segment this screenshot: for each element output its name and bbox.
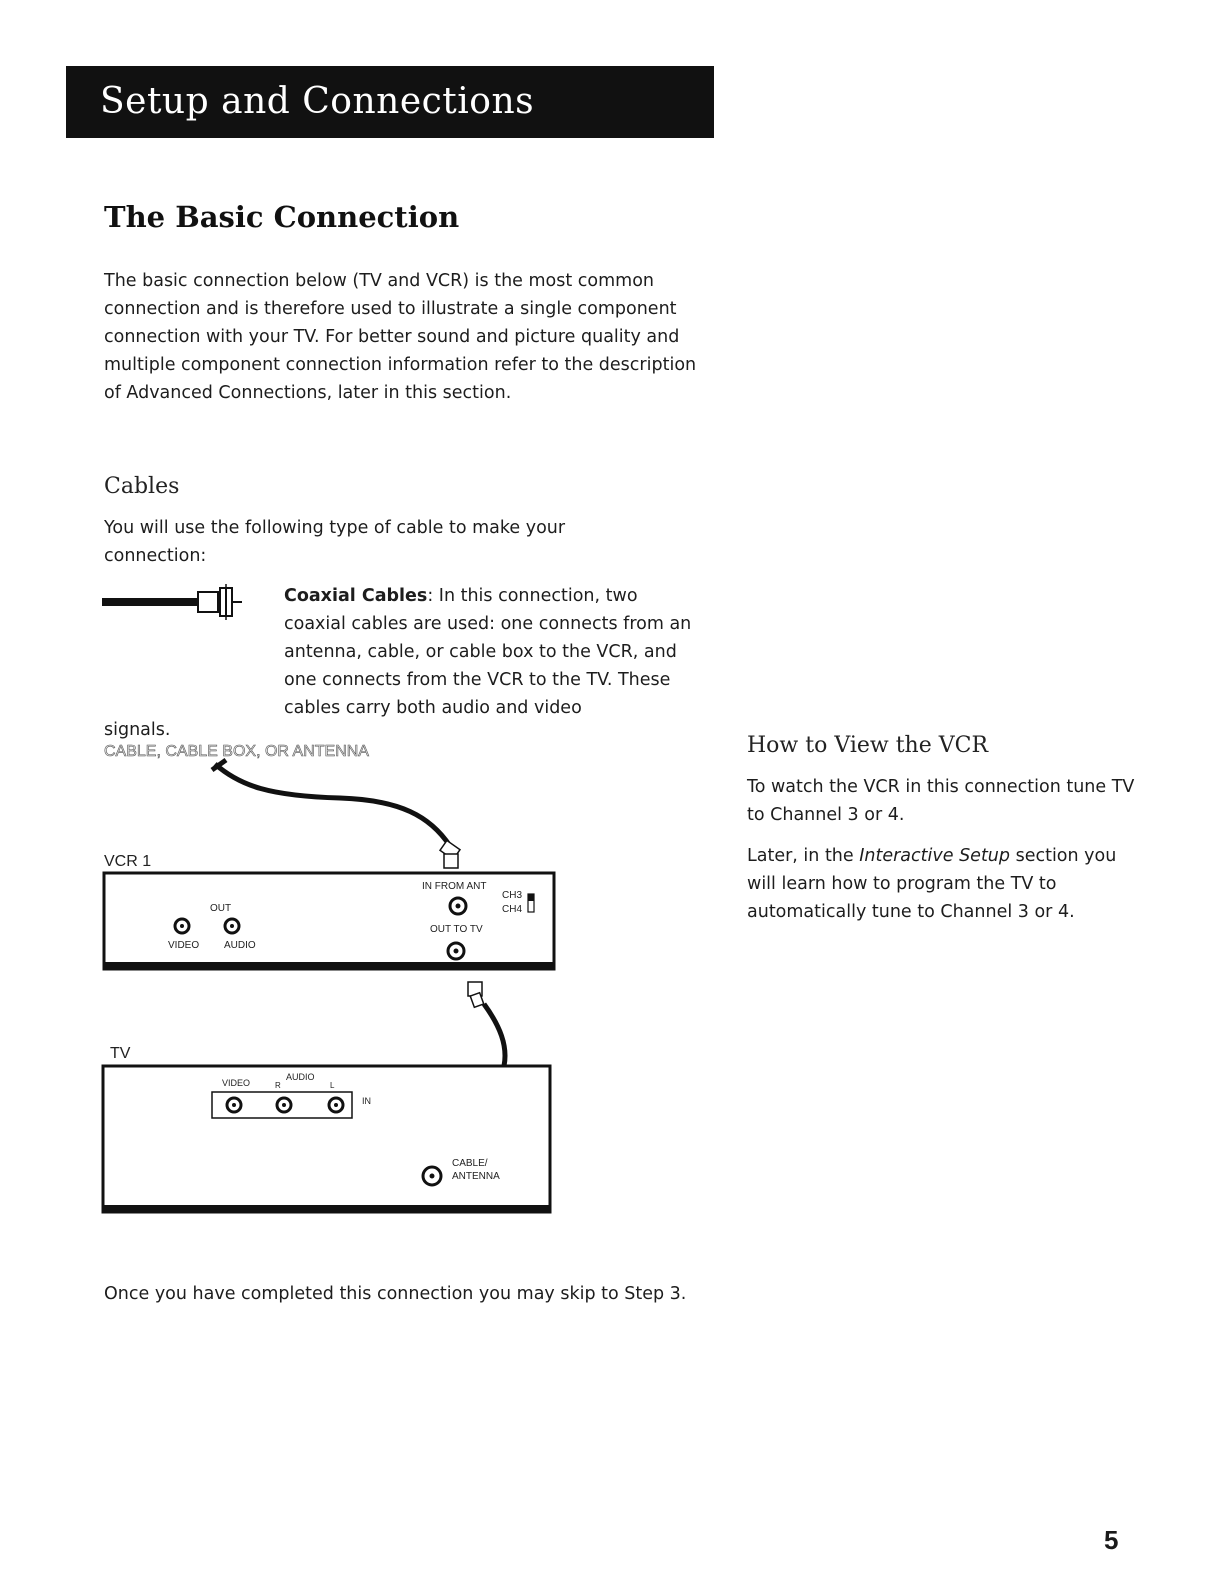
- coaxial-cables-description: [284, 582, 704, 722]
- vcr-output-connector: [468, 982, 484, 1007]
- tv-in-label: IN: [362, 1096, 371, 1106]
- vcr-audio-label: AUDIO: [224, 940, 256, 951]
- tv-l-label: L: [330, 1081, 335, 1090]
- tv-label: TV: [110, 1045, 131, 1062]
- coaxial-cables-text: : In this connection, two coaxial cables are used: one connects from an antenna, cable, or cable box to the VCR, and one connects from the VCR to the TV. These cables carry both audio and video: [284, 586, 692, 718]
- vcr-in-from-ant-label: IN FROM ANT: [422, 881, 487, 892]
- tv-video-label: VIDEO: [222, 1078, 251, 1088]
- vcr-in-from-ant-jack: [450, 898, 466, 914]
- vcr-panel: [104, 873, 554, 969]
- tv-cable-antenna-jack: [423, 1167, 441, 1185]
- vcr-video-jack: [175, 919, 189, 933]
- tv-r-label: R: [275, 1081, 281, 1090]
- banner-title: Setup and Connections: [100, 81, 535, 122]
- coaxial-cables-label: Coaxial Cables: [284, 586, 428, 606]
- vcr-audio-jack: [225, 919, 239, 933]
- tv-video-jack: [227, 1098, 241, 1112]
- page-number: 5: [1104, 1525, 1119, 1555]
- view-vcr-paragraph-1: To watch the VCR in this connection tune TV to Channel 3 or 4.: [747, 777, 1135, 825]
- coaxial-cable-icon: [102, 584, 252, 620]
- tv-audio-r-jack: [277, 1098, 291, 1112]
- section-banner: [66, 66, 714, 138]
- vcr-ch4-label: CH4: [502, 904, 523, 915]
- vcr-input-connector: [440, 840, 460, 868]
- cables-paragraph: You will use the following type of cable to make your connection:: [104, 518, 566, 566]
- source-label: CABLE, CABLE BOX, OR ANTENNA: [104, 743, 369, 760]
- intro-paragraph: The basic connection below (TV and VCR) is the most common connection and is therefore used to illustrate a single component connection with your TV. For better sound and picture quality and multiple component connection information refer to the description of Advanced Connections, later in this section.: [104, 271, 697, 403]
- vcr-out-to-tv-label: OUT TO TV: [430, 924, 483, 935]
- tv-cable-label: CABLE/: [452, 1158, 488, 1169]
- tv-audio-label: AUDIO: [286, 1072, 315, 1082]
- vcr-ch3-label: CH3: [502, 890, 523, 901]
- interactive-setup-reference: Interactive Setup: [859, 846, 1011, 866]
- closing-paragraph: Once you have completed this connection you may skip to Step 3.: [104, 1284, 687, 1304]
- tv-antenna-label: ANTENNA: [452, 1171, 500, 1182]
- vcr-label: VCR 1: [104, 853, 152, 870]
- page-title: The Basic Connection: [104, 200, 460, 234]
- vcr-out-to-tv-jack: [448, 943, 464, 959]
- view-vcr-heading: How to View the VCR: [747, 733, 989, 758]
- vcr-video-label: VIDEO: [168, 940, 200, 951]
- cables-heading: Cables: [104, 474, 180, 499]
- coaxial-cables-tail: signals.: [104, 720, 171, 740]
- tv-panel: [103, 1066, 550, 1212]
- connection-diagram: [100, 736, 560, 1218]
- vcr-out-label: OUT: [210, 903, 232, 914]
- tv-audio-l-jack: [329, 1098, 343, 1112]
- view-vcr-paragraph-2: Later, in the Interactive Setup section you will learn how to program the TV to automatically tune to Channel 3 or 4.: [747, 846, 1117, 922]
- antenna-cable: [215, 764, 450, 846]
